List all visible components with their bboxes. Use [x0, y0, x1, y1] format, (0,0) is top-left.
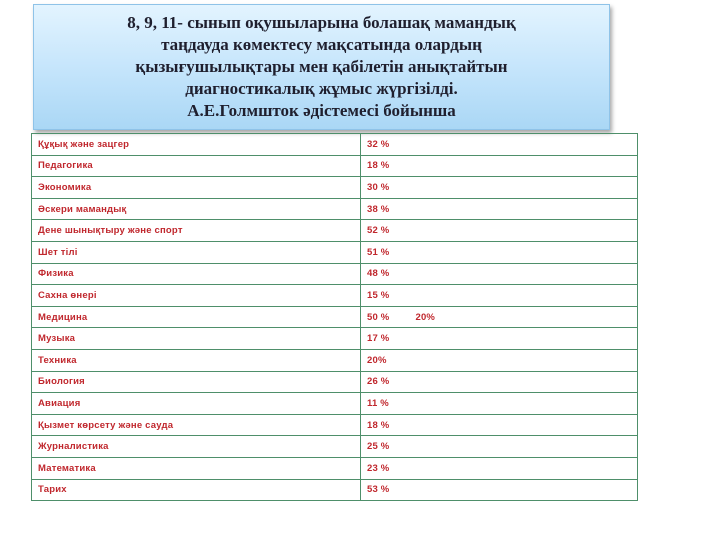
extra-value: 20%	[415, 311, 436, 323]
table-row	[32, 134, 638, 156]
profession-value: 18 %	[361, 155, 638, 177]
title-box	[33, 4, 610, 130]
profession-value: 32 %	[361, 134, 638, 156]
table-row	[32, 306, 638, 328]
profession-name: Педагогика	[32, 155, 361, 177]
profession-value: 15 %	[361, 285, 638, 307]
profession-value: 25 %	[361, 436, 638, 458]
table-row	[32, 457, 638, 479]
table-row	[32, 177, 638, 199]
profession-name: Музыка	[32, 328, 361, 350]
table-row	[32, 241, 638, 263]
table-row	[32, 479, 638, 501]
title-line-5: А.Е.Голмшток әдістемесі бойынша	[187, 101, 456, 120]
profession-value-cell	[361, 306, 638, 328]
profession-value: 30 %	[361, 177, 638, 199]
profession-name: Тарих	[32, 479, 361, 501]
profession-value: 20%	[361, 349, 638, 371]
profession-name: Авиация	[32, 393, 361, 415]
profession-value: 51 %	[361, 241, 638, 263]
profession-value: 26 %	[361, 371, 638, 393]
title-line-2: таңдауда көмектесу мақсатында олардың	[161, 35, 482, 54]
profession-name: Математика	[32, 457, 361, 479]
table-row	[32, 371, 638, 393]
profession-value: 38 %	[361, 198, 638, 220]
table-row	[32, 198, 638, 220]
profession-name: Физика	[32, 263, 361, 285]
table-row	[32, 349, 638, 371]
profession-value: 53 %	[361, 479, 638, 501]
profession-name: Биология	[32, 371, 361, 393]
profession-value: 17 %	[361, 328, 638, 350]
profession-name: Медицина	[32, 306, 361, 328]
table-row	[32, 155, 638, 177]
profession-name: Журналистика	[32, 436, 361, 458]
table-row	[32, 393, 638, 415]
profession-name: Әскери мамандық	[32, 198, 361, 220]
table-row	[32, 220, 638, 242]
results-table	[31, 133, 638, 501]
table-row	[32, 436, 638, 458]
table-row	[32, 328, 638, 350]
profession-value: 50 %	[367, 311, 390, 323]
profession-value: 23 %	[361, 457, 638, 479]
profession-name: Дене шынықтыру және спорт	[32, 220, 361, 242]
profession-value: 48 %	[361, 263, 638, 285]
table-row	[32, 263, 638, 285]
title-line-4: диагностикалық жұмыс жүргізілді.	[185, 79, 458, 98]
profession-value: 52 %	[361, 220, 638, 242]
table-row	[32, 285, 638, 307]
profession-name: Құқық және зацгер	[32, 134, 361, 156]
profession-name: Техника	[32, 349, 361, 371]
profession-name: Қызмет көрсету және сауда	[32, 414, 361, 436]
profession-name: Экономика	[32, 177, 361, 199]
profession-name: Сахна өнері	[32, 285, 361, 307]
profession-name: Шет тілі	[32, 241, 361, 263]
profession-value: 18 %	[361, 414, 638, 436]
title-line-3: қызығушылықтары мен қабілетін анықтайтын	[135, 57, 508, 76]
profession-value: 11 %	[361, 393, 638, 415]
table-row	[32, 414, 638, 436]
title-line-1: 8, 9, 11- сынып оқушыларына болашақ мамандық	[127, 13, 516, 32]
